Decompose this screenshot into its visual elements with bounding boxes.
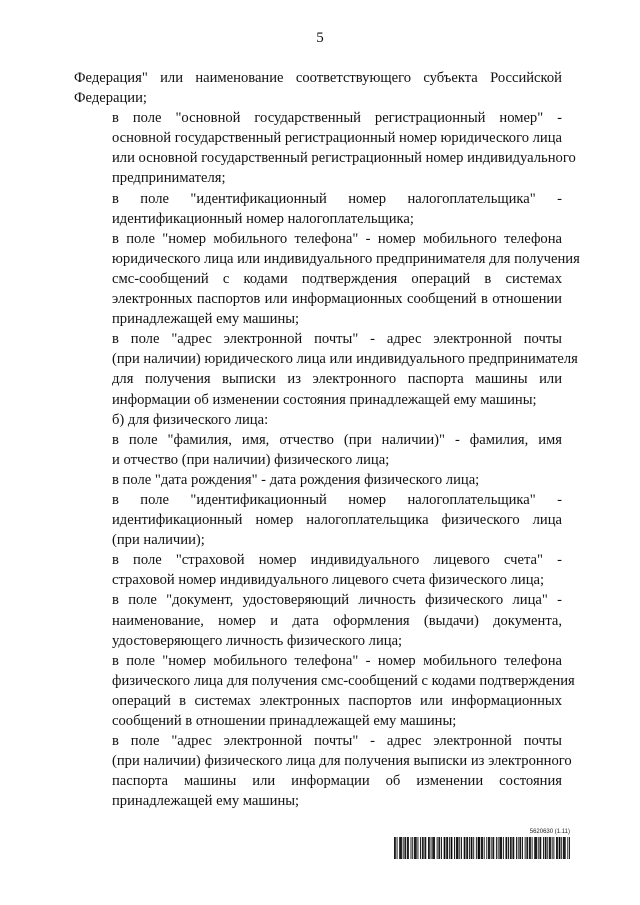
text-line: электронных паспортов или информационных сообщений в отношении xyxy=(112,291,562,308)
text-line: в поле "идентификационный номер налогоплательщика" - xyxy=(112,190,562,207)
text-line: основной государственный регистрационный номер юридического лица xyxy=(112,130,563,147)
text-line: наименование, номер и дата оформления (выдачи) документа, xyxy=(112,612,562,629)
paragraph xyxy=(74,430,562,470)
text-line: страховой номер индивидуального лицевого счета физического лица; xyxy=(112,572,545,589)
text-line: (при наличии) юридического лица или индивидуального предпринимателя xyxy=(112,351,578,368)
page-number: 5 xyxy=(316,30,324,46)
body-text xyxy=(74,68,580,811)
paragraph xyxy=(74,651,575,731)
paragraph xyxy=(74,68,562,108)
text-line: в поле "дата рождения" - дата рождения физического лица; xyxy=(112,471,480,488)
paragraph xyxy=(74,189,562,229)
text-line: или основной государственный регистрационный номер индивидуального xyxy=(112,150,576,167)
text-line: в поле "документ, удостоверяющий личность физического лица" - xyxy=(112,592,562,609)
text-line: принадлежащей ему машины; xyxy=(112,311,300,328)
text-line: смс-сообщений с кодами подтверждения операций в системах xyxy=(112,270,562,287)
text-line: идентификационный номер налогоплательщика; xyxy=(112,210,414,227)
text-line: физического лица для получения смс-сообщений с кодами подтверждения xyxy=(112,672,575,689)
paragraph xyxy=(74,229,580,329)
text-line: Федерация" или наименование соответствующего субъекта Российской xyxy=(74,70,562,86)
text-line: и отчество (при наличии) физического лица; xyxy=(112,451,390,468)
text-line: операций в системах электронных паспортов или информационных xyxy=(112,692,562,709)
text-line: в поле "идентификационный номер налогоплательщика" - xyxy=(112,491,562,508)
text-line: идентификационный номер налогоплательщика физического лица xyxy=(112,512,562,529)
paragraph xyxy=(74,590,562,650)
text-line: принадлежащей ему машины; xyxy=(112,793,300,810)
paragraph xyxy=(74,410,562,430)
text-line: информации об изменении состояния принадлежащей ему машины; xyxy=(112,391,537,408)
paragraph xyxy=(74,470,562,490)
paragraph xyxy=(74,329,578,409)
text-line: (при наличии) физического лица для получения выписки из электронного xyxy=(112,753,572,770)
text-line: для получения выписки из электронного паспорта машины или xyxy=(112,371,562,388)
paragraph xyxy=(74,731,572,811)
text-line: (при наличии); xyxy=(112,532,205,549)
paragraph xyxy=(74,550,562,590)
barcode-code-text: 5620630 (1.11) xyxy=(529,829,570,835)
text-line: юридического лица или индивидуального предпринимателя для получения xyxy=(112,250,580,267)
paragraph xyxy=(74,490,562,550)
text-line: удостоверяющего личность физического лица; xyxy=(112,632,403,649)
text-line: в поле "фамилия, имя, отчество (при наличии)" - фамилия, имя xyxy=(112,431,562,448)
text-line: предпринимателя; xyxy=(112,170,226,187)
text-line: сообщений в отношении принадлежащей ему машины; xyxy=(112,713,457,729)
paragraph xyxy=(74,108,576,188)
text-line: паспорта машины или информации об изменении состояния xyxy=(112,773,562,790)
text-line: в поле "номер мобильного телефона" - номер мобильного телефона xyxy=(112,230,562,247)
text-line: в поле "адрес электронной почты" - адрес электронной почты xyxy=(112,733,562,750)
barcode-bars xyxy=(394,837,570,859)
text-line: в поле "страховой номер индивидуального лицевого счета" - xyxy=(112,552,562,569)
barcode xyxy=(394,829,570,859)
text-line: в поле "адрес электронной почты" - адрес электронной почты xyxy=(112,331,562,348)
text-line: в поле "основной государственный регистрационный номер" - xyxy=(112,110,562,127)
text-line: в поле "номер мобильного телефона" - номер мобильного телефона xyxy=(112,652,562,669)
text-line: б) для физического лица: xyxy=(112,411,269,428)
text-line: Федерации; xyxy=(74,90,147,107)
